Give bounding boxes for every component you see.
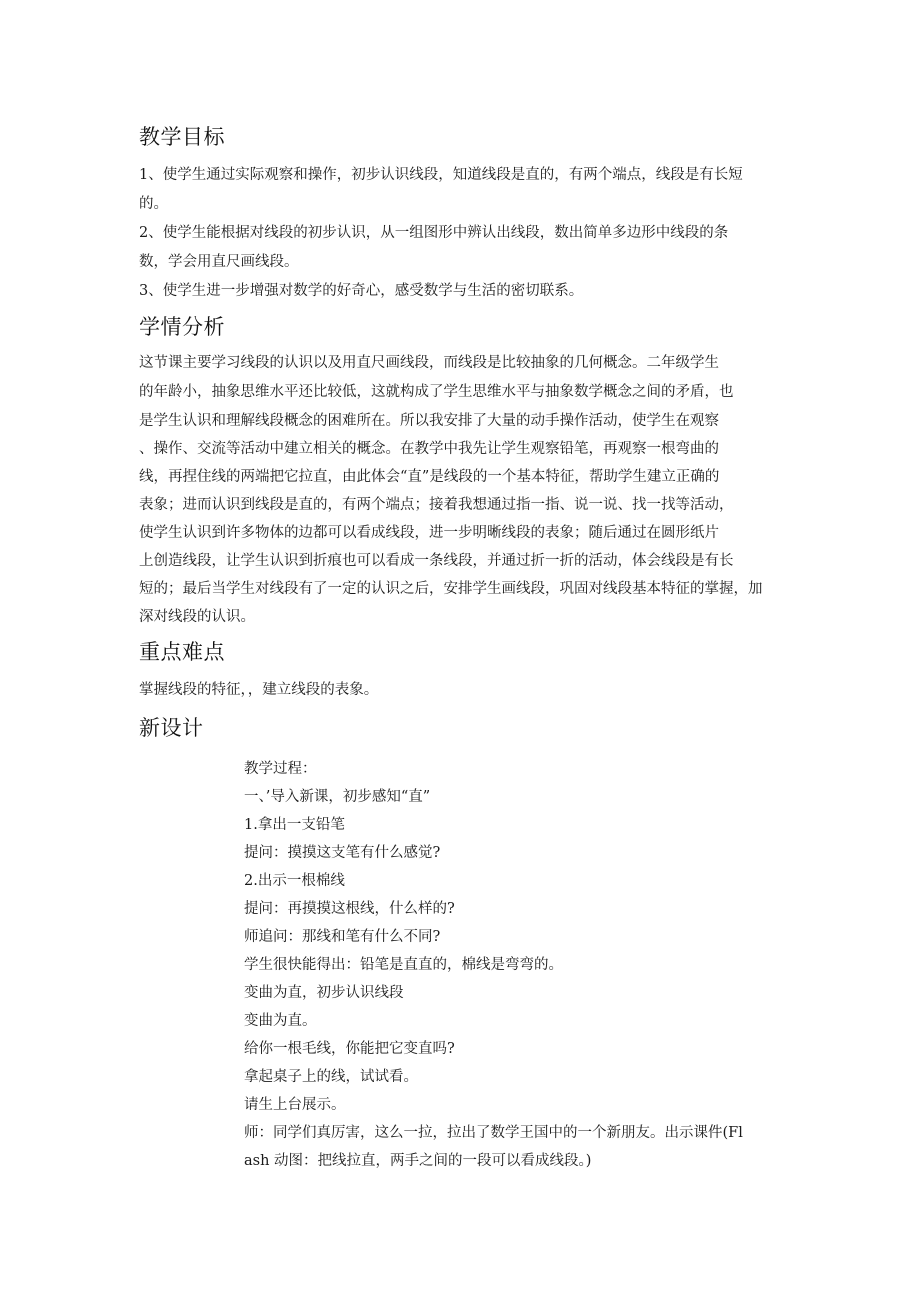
design-line: 2.出示一根棉线 <box>244 873 345 889</box>
analysis-line: 表象；进而认识到线段是直的，有两个端点；接着我想通过指一指、说一说、找一找等活动， <box>139 497 734 513</box>
design-line: 师追问：那线和笔有什么不同? <box>244 929 441 945</box>
design-line: ash 动图：把线拉直，两手之间的一段可以看成线段。) <box>244 1153 592 1169</box>
design-line: 变曲为直。 <box>244 1013 317 1029</box>
objectives-line: 2、使学生能根据对线段的初步认识，从一组图形中辨认出线段，数出简单多边形中线段的条 <box>139 225 729 241</box>
analysis-line: 线，再捏住线的两端把它拉直，由此体会“直”是线段的一个基本特征，帮助学生建立正确的 <box>139 469 720 485</box>
design-heading: 新设计 <box>139 716 204 740</box>
design-line: 变曲为直，初步认识线段 <box>244 985 404 1001</box>
design-line: 1.拿出一支铅笔 <box>244 817 345 833</box>
analysis-heading: 学情分析 <box>139 315 225 339</box>
objectives-line: 数，学会用直尺画线段。 <box>139 254 299 270</box>
design-line: 一、’导入新课，初步感知“直” <box>244 789 431 805</box>
design-line: 提问：再摸摸这根线，什么样的? <box>244 901 455 917</box>
objectives-line: 3、使学生进一步增强对数学的好奇心，感受数学与生活的密切联系。 <box>139 283 584 299</box>
analysis-line: 的年龄小，抽象思维水平还比较低，这就构成了学生思维水平与抽象数学概念之间的矛盾，也 <box>139 384 734 400</box>
analysis-line: 这节课主要学习线段的认识以及用直尺画线段，而线段是比较抽象的几何概念。二年级学生 <box>139 355 719 371</box>
design-line: 教学过程： <box>244 761 317 777</box>
design-line: 学生很快能得出：铅笔是直直的，棉线是弯弯的。 <box>244 957 563 973</box>
analysis-line: 深对线段的认识。 <box>139 609 255 625</box>
keypoints-line: 掌握线段的特征，，建立线段的表象。 <box>139 682 379 698</box>
design-line: 师：同学们真厉害，这么一拉，拉出了数学王国中的一个新朋友。出示课件(Fl <box>244 1125 743 1141</box>
analysis-line: 、操作、交流等活动中建立相关的概念。在教学中我先让学生观察铅笔，再观察一根弯曲的 <box>139 441 719 457</box>
objectives-line: 的。 <box>139 196 168 212</box>
analysis-line: 上创造线段，让学生认识到折痕也可以看成一条线段，并通过折一折的活动，体会线段是有长 <box>139 553 734 569</box>
design-line: 请生上台展示。 <box>244 1097 346 1113</box>
design-line: 拿起桌子上的线，试试看。 <box>244 1069 418 1085</box>
keypoints-heading: 重点难点 <box>139 640 225 664</box>
analysis-line: 是学生认识和理解线段概念的困难所在。所以我安排了大量的动手操作活动，使学生在观察 <box>139 413 719 429</box>
analysis-line: 短的；最后当学生对线段有了一定的认识之后，安排学生画线段，巩固对线段基本特征的掌握，加 <box>139 581 763 597</box>
design-line: 给你一根毛线，你能把它变直吗? <box>244 1041 455 1057</box>
design-line: 提问：摸摸这支笔有什么感觉? <box>244 845 441 861</box>
objectives-line: 1、使学生通过实际观察和操作，初步认识线段，知道线段是直的，有两个端点，线段是有长短 <box>139 167 743 183</box>
analysis-line: 使学生认识到许多物体的边都可以看成线段，进一步明晰线段的表象；随后通过在圆形纸片 <box>139 525 719 541</box>
objectives-heading: 教学目标 <box>139 125 225 149</box>
